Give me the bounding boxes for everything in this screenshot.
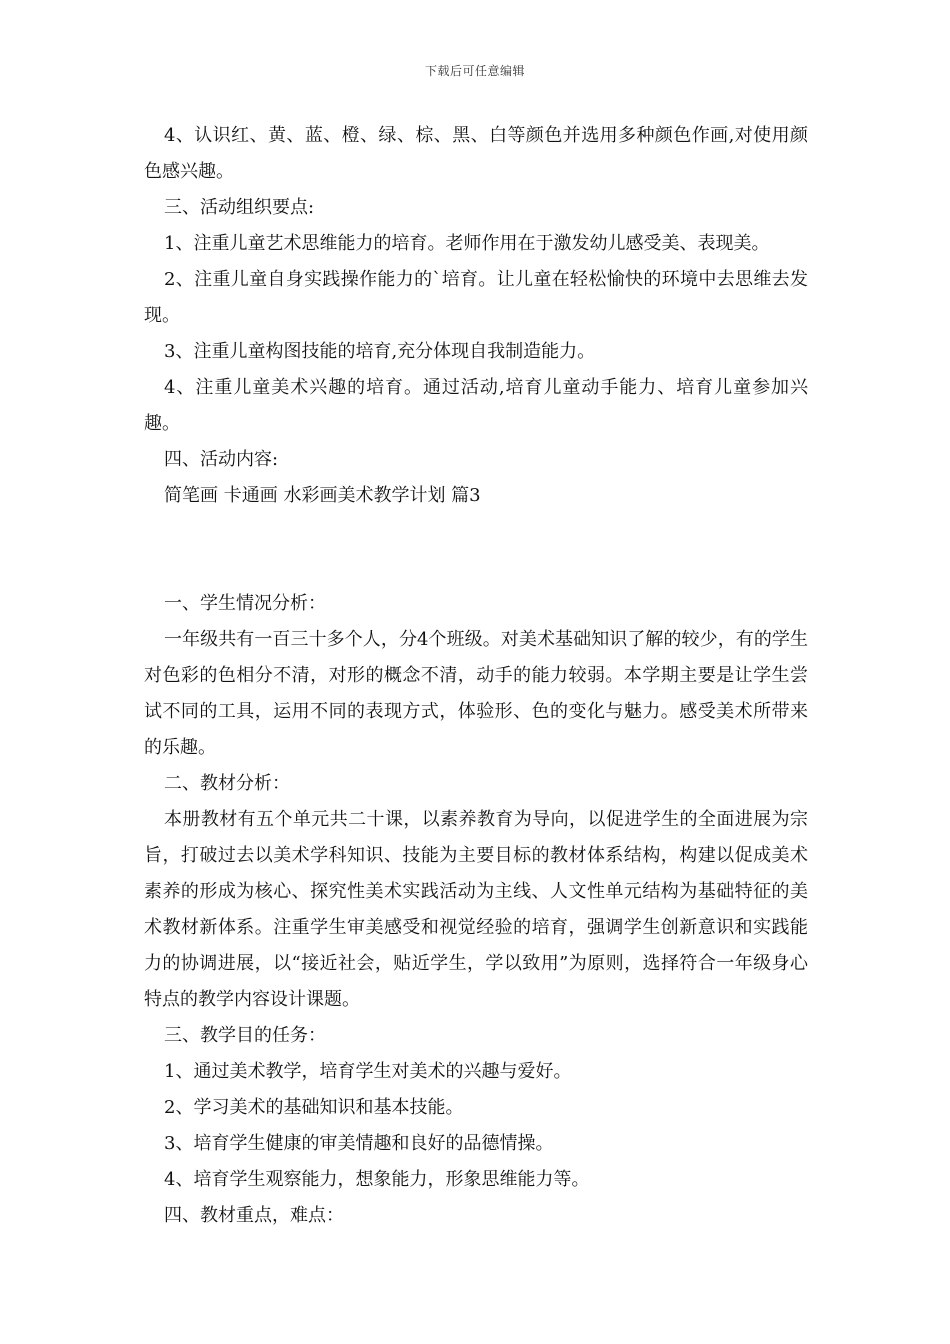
document-body [144, 118, 808, 1234]
paragraph: 一年级共有一百三十多个人，分4个班级。对美术基础知识了解的较少，有的学生对色彩的色相分不清，对形的概念不清，动手的能力较弱。本学期主要是让学生尝试不同的工具，运用不同的表现方式，体验形、色的变化与魅力。感受美术所带来的乐趣。 [144, 629, 808, 758]
paragraph: 2、学习美术的基础知识和基本技能。 [164, 1097, 464, 1118]
section-heading: 四、活动内容: [164, 449, 279, 470]
paragraph: 本册教材有五个单元共二十课，以素养教育为导向，以促进学生的全面进展为宗旨，打破过去以美术学科知识、技能为主要目标的教材体系结构，构建以促成美术素养的形成为核心、探究性美术实践活动为主线、人文性单元结构为基础特征的美术教材新体系。注重学生审美感受和视觉经验的培育，强调学生创新意识和实践能力的协调进展，以“接近社会，贴近学生，学以致用”为原则，选择符合一年级身心特点的教学内容设计课题。 [144, 809, 808, 1010]
paragraph: 1、通过美术教学，培育学生对美术的兴趣与爱好。 [164, 1061, 572, 1082]
paragraph: 3、培育学生健康的审美情趣和良好的品德情操。 [164, 1133, 554, 1154]
paragraph: 2、注重儿童自身实践操作能力的`培育。让儿童在轻松愉快的环境中去思维去发现。 [144, 269, 808, 326]
section-heading: 三、活动组织要点: [164, 197, 315, 218]
section-heading: 四、教材重点，难点： [164, 1205, 344, 1226]
paragraph: 1、注重儿童艺术思维能力的培育。老师作用在于激发幼儿感受美、表现美。 [164, 233, 770, 254]
paragraph: 3、注重儿童构图技能的培育,充分体现自我制造能力。 [164, 341, 596, 362]
document-title: 简笔画 卡通画 水彩画美术教学计划 篇3 [164, 485, 481, 506]
section-heading: 三、教学目的任务： [164, 1025, 326, 1046]
page-header: 下载后可任意编辑 [424, 64, 525, 78]
section-heading: 二、教材分析： [164, 773, 290, 794]
section-heading: 一、学生情况分析： [164, 593, 326, 614]
paragraph: 4、认识红、黄、蓝、橙、绿、棕、黑、白等颜色并选用多种颜色作画,对使用颜色感兴趣。 [144, 125, 808, 182]
paragraph: 4、注重儿童美术兴趣的培育。通过活动,培育儿童动手能力、培育儿童参加兴趣。 [144, 377, 808, 434]
paragraph: 4、培育学生观察能力，想象能力，形象思维能力等。 [164, 1169, 590, 1190]
